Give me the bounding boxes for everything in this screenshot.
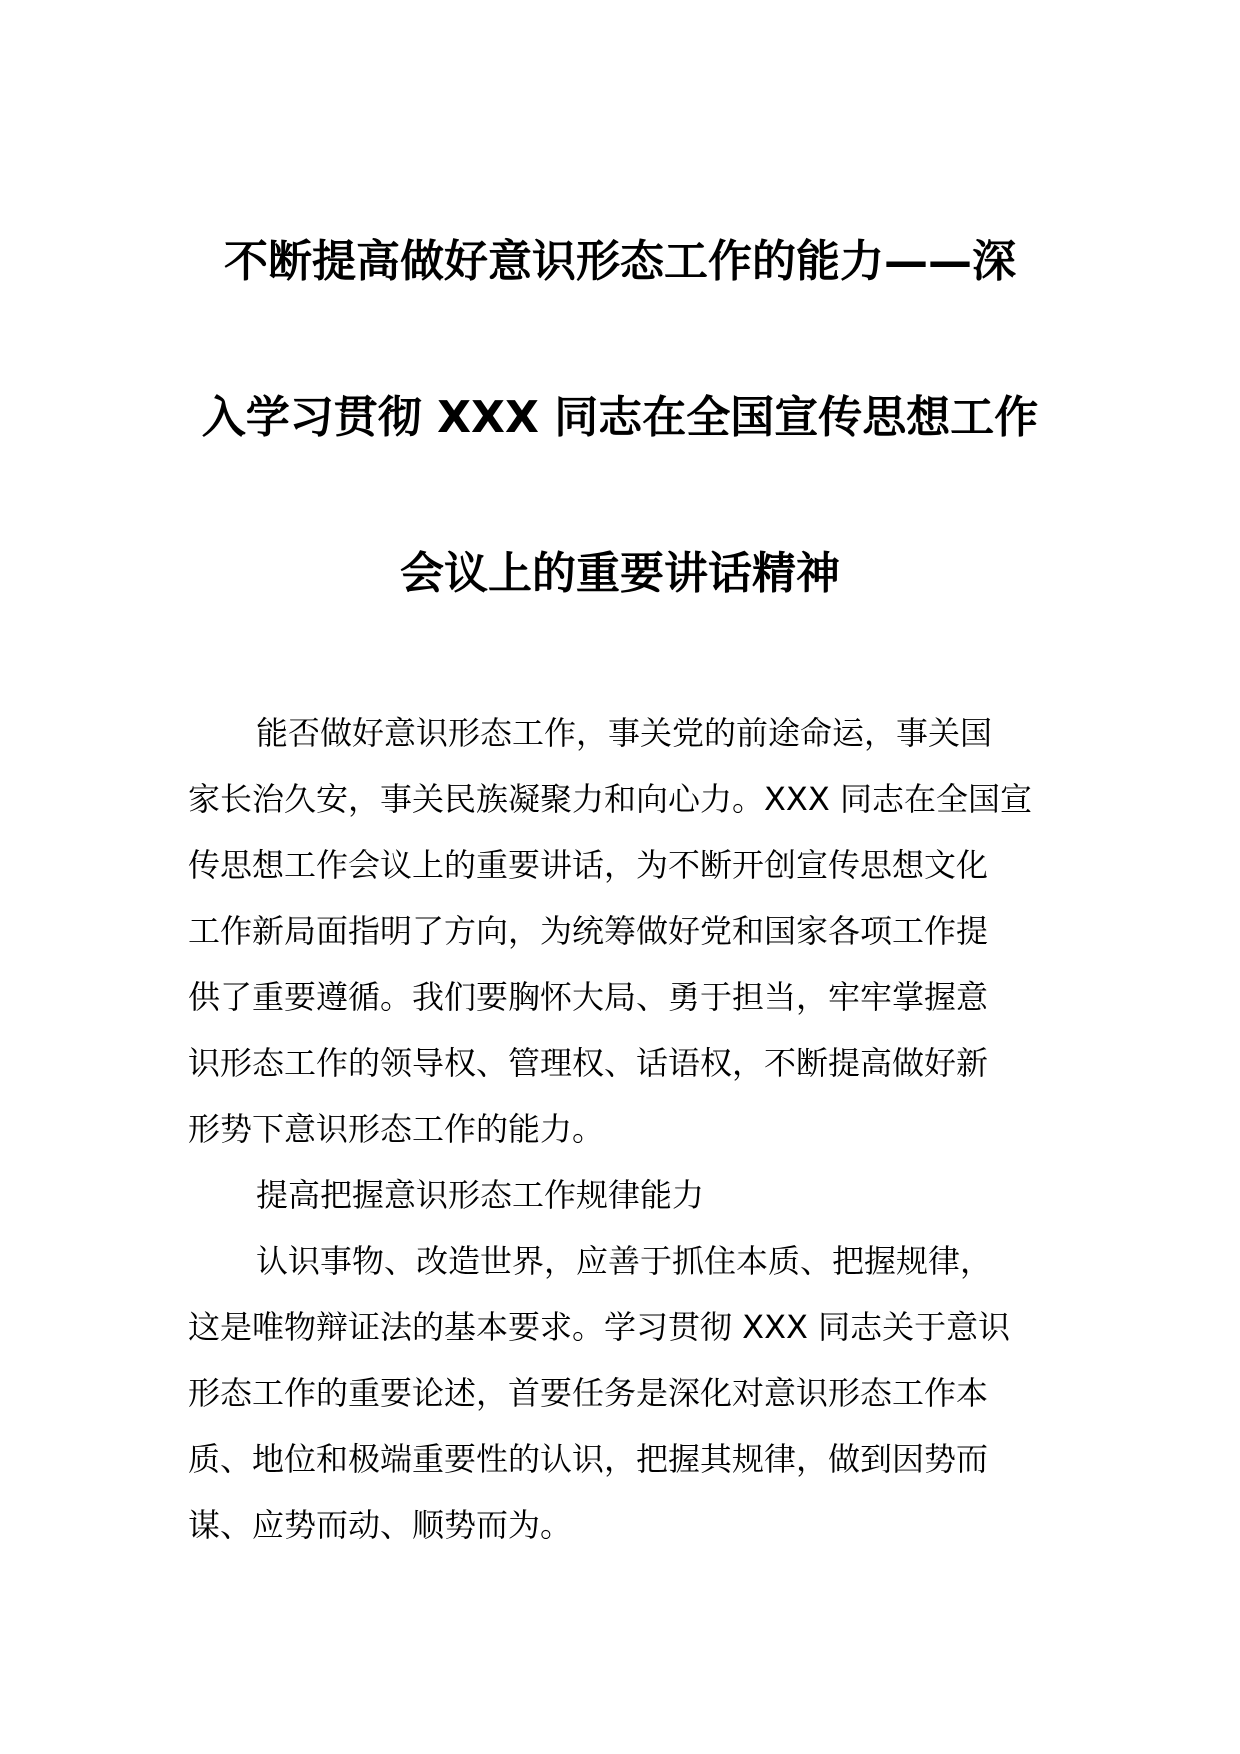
title-line-3: 会议上的重要讲话精神 [400, 548, 840, 599]
paragraph-line: 供了重要遵循。我们要胸怀大局、勇于担当，牢牢掌握意 [188, 978, 989, 1016]
paragraph-line: 形势下意识形态工作的能力。 [188, 1110, 605, 1148]
document-title [188, 184, 1052, 652]
section-heading-text: 提高把握意识形态工作规律能力 [256, 1176, 705, 1214]
title-line-1: 不断提高做好意识形态工作的能力——深 [224, 236, 1016, 287]
paragraph-line: 这是唯物辩证法的基本要求。学习贯彻 XXX 同志关于意识 [188, 1308, 1011, 1346]
section-heading [188, 1162, 1056, 1228]
title-line-2: 入学习贯彻 XXX 同志在全国宣传思想工作 [201, 392, 1039, 443]
document-body [188, 700, 1056, 1558]
section-paragraph [188, 1228, 1056, 1558]
paragraph-line: 家长治久安，事关民族凝聚力和向心力。XXX 同志在全国宣 [188, 780, 1032, 818]
paragraph-line: 工作新局面指明了方向，为统筹做好党和国家各项工作提 [188, 912, 989, 950]
paragraph-line: 传思想工作会议上的重要讲话，为不断开创宣传思想文化 [188, 846, 989, 884]
paragraph-line: 能否做好意识形态工作，事关党的前途命运，事关国 [256, 714, 993, 752]
paragraph-line: 形态工作的重要论述，首要任务是深化对意识形态工作本 [188, 1374, 989, 1412]
paragraph-line: 质、地位和极端重要性的认识，把握其规律，做到因势而 [188, 1440, 989, 1478]
paragraph-line: 谋、应势而动、顺势而为。 [188, 1506, 573, 1544]
intro-paragraph [188, 700, 1056, 1162]
paragraph-line: 认识事物、改造世界，应善于抓住本质、把握规律， [256, 1242, 993, 1280]
paragraph-line: 识形态工作的领导权、管理权、话语权，不断提高做好新 [188, 1044, 989, 1082]
